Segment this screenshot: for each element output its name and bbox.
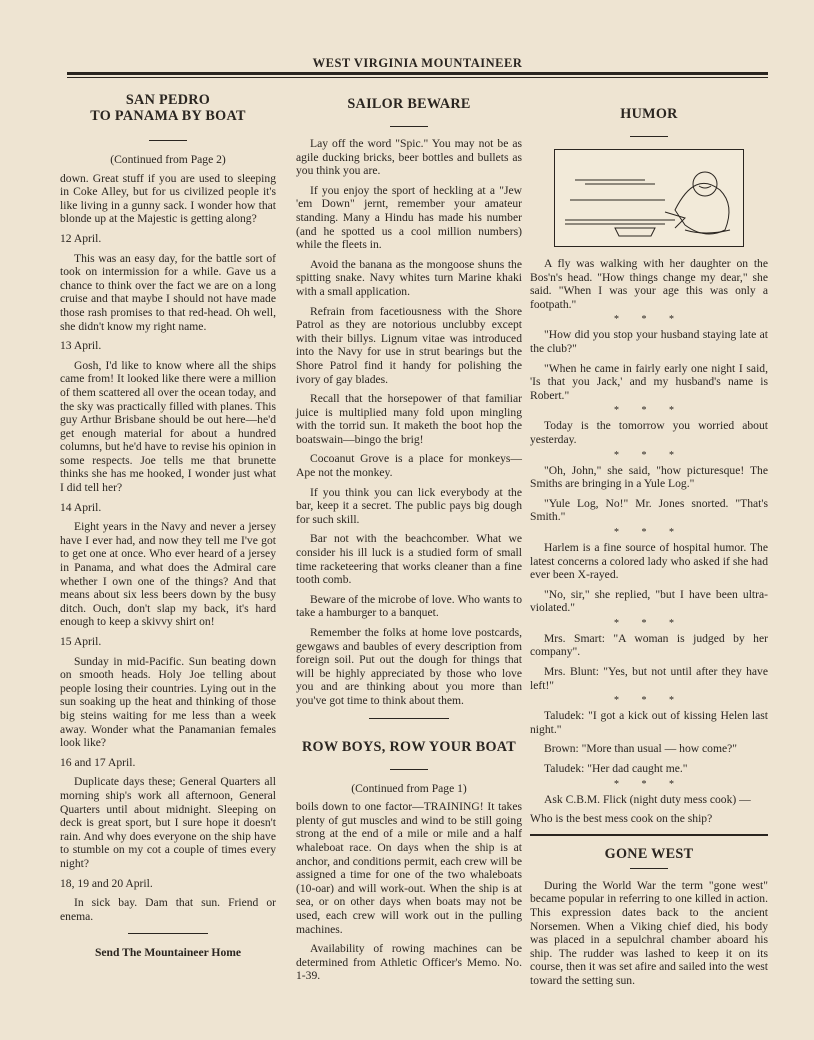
paragraph: Duplicate days these; General Quarters all morning ship's work all afternoon, General Quarters until about midnight. Sleeping on deck is great sport, but I sure hope it doesn't rain. And why does everyone on the ship have to stumble on my cot a couple of times every night? <box>60 775 276 870</box>
article-title <box>60 92 276 124</box>
article-title: SAILOR BEWARE <box>347 96 471 112</box>
paragraph: Eight years in the Navy and never a jersey have I ever had, and now they tell me I've got to get one at once. Who ever heard of a jersey in Panama, and what does the Admiral care whether I own one of the things? And that means about six less beers down by the busy ditch. Ouch, don't slap my back, it's hard enough to keep a skivvy shirt on! <box>60 520 276 629</box>
separator-stars: * * * <box>614 405 684 417</box>
paragraph: boils down to one factor—TRAINING! It takes plenty of gut muscles and wind to be still going strong at the end of a mile or mile and a half whaleboat race. On days when the ship is at anchor, and conditions permit, each crew will be assigned a time for one of the two whaleboats (10-oar) and will work-out. When the ship is at sea, or on other days when boats may not be used, each crew will work out in the pulling machines. <box>296 800 522 936</box>
separator-stars: * * * <box>614 526 684 538</box>
title-rule <box>630 136 668 137</box>
column-san-pedro <box>60 92 276 960</box>
joke: Taludek: "Her dad caught me." <box>544 762 688 776</box>
paragraph: If you think you can lick everybody at the bar, keep it a secret. The public pays big dough for such skill. <box>296 485 522 526</box>
separator-stars: * * * <box>614 695 684 707</box>
title-rule <box>390 126 428 127</box>
paragraph: This was an easy day, for the battle sort of took on intermission for a while. Gave us a chance to think over the fact we are on a long cruise and that maybe I should not have made those rash promises to that red-head. Oh well, she didn't know my right name. <box>60 251 276 333</box>
continued-note: (Continued from Page 2) <box>110 153 226 166</box>
separator-stars: * * * <box>614 778 684 790</box>
paragraph: Sunday in mid-Pacific. Sun beating down on smooth heads. Holy Joe telling about people losing their countries. Lying out in the sun soaking up the heat and thinking of those big steins waiting for me less than a week away. Wonder what the Panamanian females look like? <box>60 654 276 750</box>
date-heading: 12 April. <box>60 231 102 245</box>
paragraph: Availability of rowing machines can be determined from Athletic Officer's Memo. No. 1-39. <box>296 942 522 983</box>
date-heading: 18, 19 and 20 April. <box>60 876 153 890</box>
masthead-rule <box>67 72 768 75</box>
title-rule <box>390 769 428 770</box>
paragraph: If you enjoy the sport of heckling at a "Jew 'em Down" jernt, remember your amateur standing. Many a Hindu has made his number (and he spotted us a cool million numbers) while the fleets in. <box>296 183 522 252</box>
title-line-2: TO PANAMA BY BOAT <box>90 108 246 124</box>
article-title: HUMOR <box>620 106 678 122</box>
title-line-1: SAN PEDRO <box>125 92 211 108</box>
column-sailor-beware <box>296 92 522 989</box>
cartoon-drawing <box>555 150 743 246</box>
paragraph: Gosh, I'd like to know where all the ships came from! It looked like there were a million of them scattered all over the ocean today, and the sky was practically filled with planes. This guy Arthur Brisbane should be out here—he'd get enough material for about a hundred columns, but he'd have to revise his opinion in some respects. Joe tells me that brunette thinks she has me hooked, I wonder just what I did tell her? <box>60 358 276 495</box>
joke: Mrs. Blunt: "Yes, but not until after they have left!" <box>530 665 768 692</box>
section-rule <box>128 933 208 934</box>
joke: "Oh, John," she said, "how picturesque! The Smiths are bringing in a Yule Log." <box>530 463 768 491</box>
joke: "Yule Log, No!" Mr. Jones snorted. "That's Smith." <box>530 496 768 524</box>
joke: Ask C.B.M. Flick (night duty mess cook) — <box>544 792 751 806</box>
joke: Who is the best mess cook on the ship? <box>530 812 713 826</box>
separator-stars: * * * <box>614 449 684 461</box>
joke: Brown: "More than usual — how come?" <box>544 742 737 756</box>
date-heading: 15 April. <box>60 635 102 648</box>
article-title: GONE WEST <box>604 845 694 862</box>
paragraph: Cocoanut Grove is a place for monkeys—Ape not the monkey. <box>296 452 522 480</box>
paragraph: Bar not with the beachcomber. What we consider his ill luck is a studied form of small time racketeering that works cleaner than a fine tooth comb. <box>296 532 522 587</box>
footer-slogan: Send The Mountaineer Home <box>94 946 242 960</box>
title-rule <box>630 868 668 869</box>
paragraph: Refrain from facetiousness with the Shore Patrol as they are notorious unclubby except with their billys. Lignum vitae was introduced into the Navy for use in strut bearings but the Shore Patrol find it handy for polishing the ivory of gay blades. <box>296 304 522 386</box>
cartoon-illustration <box>554 149 744 247</box>
masthead-rule-thin <box>67 77 768 78</box>
article-title: ROW BOYS, ROW YOUR BOAT <box>301 738 517 755</box>
date-heading: 16 and 17 April. <box>60 755 136 769</box>
joke: A fly was walking with her daughter on the Bos'n's head. "How things change my dear," she said. "When I was your age this was only a footpath." <box>530 257 768 311</box>
date-heading: 13 April. <box>60 339 102 353</box>
date-heading: 14 April. <box>60 500 102 514</box>
joke: Taludek: "I got a kick out of kissing Helen last night." <box>530 709 768 736</box>
paragraph: Avoid the banana as the mongoose shuns the spitting snake. Navy whites turn Marine khaki with a small application. <box>296 257 522 298</box>
paragraph: Recall that the horsepower of that familiar juice is multiplied many fold upon mingling with the torrid sun. It maketh the boot hop the boatswain—bingo the brig! <box>296 392 522 446</box>
continued-note: (Continued from Page 1) <box>351 781 467 795</box>
paragraph: Remember the folks at home love postcards, gewgaws and baubles of every description from foreign soil. Put out the dough for things that will be highly appreciated by those who love you and are thinking about you more than you've got time to think about them. <box>296 626 522 707</box>
paragraph: down. Great stuff if you are used to sleeping in Coke Alley, but for us civilized people it's like living in a gunny sack. I wonder how that blonde up at the Majestic is getting along? <box>60 171 276 226</box>
paragraph: During the World War the term "gone west" became popular in referring to one killed in action. This expression dates back to the ancient Norsemen. When a Viking chief died, his body was placed in a sepulchral chamber aboard his ship. The rudder was lashed to keep it on its course, then it was set afire and sailed into the west toward the setting sun. <box>530 878 768 987</box>
joke: "When he came in fairly early one night I said, 'Is that you Jack,' and my husband's name is Robert." <box>530 361 768 402</box>
paragraph: In sick bay. Dam that sun. Friend or enema. <box>60 896 276 923</box>
joke: "How did you stop your husband staying late at the club?" <box>530 328 768 355</box>
column-humor <box>530 92 768 994</box>
section-rule <box>530 834 768 836</box>
joke: Harlem is a fine source of hospital humor. The latest concerns a colored lady who asked if she had ever been X-rayed. <box>530 540 768 582</box>
paragraph: Lay off the word "Spic." You may not be as agile ducking bricks, beer bottles and bullets as you think you are. <box>296 137 522 178</box>
separator-stars: * * * <box>614 617 684 629</box>
section-rule <box>369 718 449 719</box>
title-rule <box>149 140 187 141</box>
paragraph: Beware of the microbe of love. Who wants to take a hamburger to a banquet. <box>296 592 522 620</box>
joke: "No, sir," she replied, "but I have been ultra-violated." <box>530 587 768 615</box>
masthead: WEST VIRGINIA MOUNTAINEER <box>312 56 523 70</box>
joke: Mrs. Smart: "A woman is judged by her company". <box>530 631 768 659</box>
joke: Today is the tomorrow you worried about yesterday. <box>530 419 768 446</box>
separator-stars: * * * <box>614 314 684 326</box>
